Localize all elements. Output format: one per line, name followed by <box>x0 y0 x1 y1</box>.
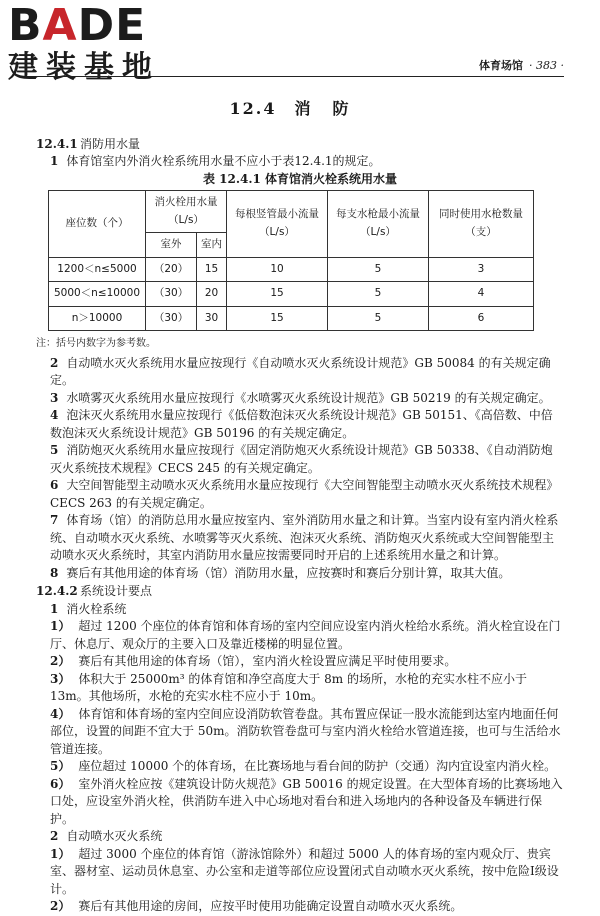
items-group-1 <box>36 355 564 583</box>
header-seats: 座位数（个） <box>49 191 146 258</box>
item-text: 自动喷水灭火系统用水量应按现行《自动喷水灭火系统设计规范》GB 50084 的有关规定确定。 <box>50 355 551 387</box>
item-text: 消防炮灭火系统用水量应按现行《固定消防炮灭火系统设计规范》GB 50338、《自动消防炮灭火系统技术规程》CECS 245 的有关规定确定。 <box>50 443 553 475</box>
cell-indoor: 20 <box>197 282 227 307</box>
cell-seats: 1200＜n≤5000 <box>49 257 146 282</box>
running-header <box>479 57 564 73</box>
items-group-3 <box>36 846 564 916</box>
item-number: 1 <box>50 601 59 616</box>
item-number: 7 <box>50 513 59 527</box>
item-text: 赛后有其他用途的房间，应按平时使用功能确定设置自动喷水灭火系统。 <box>78 899 463 913</box>
logo-subtitle: 建装基地 <box>8 50 160 85</box>
header-riser: 每根竖管最小流量（L/s） <box>227 191 328 258</box>
item-8 <box>36 565 564 583</box>
item-text: 体育场（馆）的消防总用水量应按室内、室外消防用水量之和计算。当室内设有室内消火栓系统、自动喷水灭火系统、水喷雾等灭火系统、泡沫灭火系统、消防炮灭火系统或大空间智能型主动喷水灭火系统时，其室内消防用水量应按需要同时开启的上述系统用水量之和计算。 <box>50 513 559 562</box>
header-hydrant: 消火栓用水量（L/s） <box>146 191 227 233</box>
table-row <box>49 306 534 331</box>
header-simul: 同时使用水枪数量（支） <box>429 191 534 258</box>
item-number: 1 <box>50 154 59 168</box>
cell-gun: 5 <box>328 282 429 307</box>
cell-riser: 15 <box>227 306 328 331</box>
list-item <box>36 671 564 706</box>
page-number: · 383 · <box>529 59 564 72</box>
items-group-2 <box>36 618 564 828</box>
item-number: 1） <box>50 846 71 861</box>
item-text: 座位超过 10000 个的体育场，在比赛场地与看台间的防护（交通）沟内宜设室内消火栓。 <box>78 759 557 773</box>
cell-gun: 5 <box>328 306 429 331</box>
cell-outdoor: （30） <box>146 282 197 307</box>
subsection-hydrant <box>36 601 564 619</box>
item-number: 3） <box>50 671 71 686</box>
item-number: 5 <box>50 443 59 457</box>
cell-indoor: 30 <box>197 306 227 331</box>
cell-seats: n＞10000 <box>49 306 146 331</box>
table-caption: 表 12.4.1 体育馆消火栓系统用水量 <box>202 171 398 186</box>
item-text: 赛后有其他用途的体育场（馆），室内消火栓设置应满足平时使用要求。 <box>78 654 457 668</box>
item-2 <box>36 355 564 390</box>
section-heading: 消防 <box>294 99 371 118</box>
cell-indoor: 15 <box>197 257 227 282</box>
item-number: 2 <box>50 829 59 843</box>
section-number: 12.4 <box>229 99 277 118</box>
item-text: 自动喷水灭火系统 <box>66 829 163 843</box>
clause-number: 12.4.2 <box>36 584 78 598</box>
header-gun: 每支水枪最小流量（L/s） <box>328 191 429 258</box>
clause-number: 12.4.1 <box>36 136 78 151</box>
item-7 <box>36 512 564 565</box>
item-text: 体积大于 25000m³ 的体育馆和净空高度大于 8m 的场所，水枪的充实水柱不应小于 13m。其他场所，水枪的充实水柱不应小于 10m。 <box>50 671 527 703</box>
item-number: 6） <box>50 776 71 791</box>
item-text: 体育馆和体育场的室内空间应设消防软管卷盘。其布置应保证一股水流能到达室内地面任何部位，设置的间距不宜大于 50m。消防软管卷盘可与室内消火栓给水管道连接，也可与生活给水管道连接。 <box>50 706 561 756</box>
item-text: 泡沫灭火系统用水量应按现行《低倍数泡沫灭火系统设计规范》GB 50151、《高倍数、中倍数泡沫灭火系统设计规范》GB 50196 的有关规定确定。 <box>50 408 553 440</box>
clause-label: 消防用水量 <box>80 136 141 151</box>
cell-simul: 4 <box>429 282 534 307</box>
cell-simul: 3 <box>429 257 534 282</box>
table-row <box>49 257 534 282</box>
cell-outdoor: （20） <box>146 257 197 282</box>
list-item <box>36 706 564 759</box>
site-logo <box>8 0 178 86</box>
page-content <box>36 100 564 916</box>
item-6 <box>36 477 564 512</box>
cell-simul: 6 <box>429 306 534 331</box>
item-number: 2） <box>50 654 71 668</box>
list-item <box>36 776 564 829</box>
item-text: 大空间智能型主动喷水灭火系统用水量应按现行《大空间智能型主动喷水灭火系统技术规程》CECS 263 的有关规定确定。 <box>50 478 559 510</box>
item-number: 2 <box>50 355 59 370</box>
item-text: 水喷雾灭火系统用水量应按现行《水喷雾灭火系统设计规范》GB 50219 的有关规定确定。 <box>66 390 551 405</box>
header-section: 体育场馆 <box>479 59 524 72</box>
item-number: 2） <box>50 899 71 913</box>
cell-riser: 15 <box>227 282 328 307</box>
item-number: 1） <box>50 619 71 633</box>
list-item <box>36 898 564 916</box>
item-number: 6 <box>50 478 59 492</box>
item-text: 消火栓系统 <box>66 601 127 616</box>
header-outdoor: 室外 <box>146 233 197 258</box>
header-indoor: 室内 <box>197 233 227 258</box>
subsection-sprinkler <box>36 828 564 846</box>
item-number: 4 <box>50 408 59 422</box>
item-3 <box>36 390 564 408</box>
clause-12-4-1 <box>36 136 564 154</box>
item-number: 3 <box>50 390 59 405</box>
clause-label: 系统设计要点 <box>80 584 153 598</box>
water-table <box>48 190 534 331</box>
cell-outdoor: （30） <box>146 306 197 331</box>
item-1 <box>36 153 564 171</box>
item-number: 5） <box>50 759 71 773</box>
section-title <box>36 100 564 118</box>
list-item <box>36 618 564 653</box>
clause-12-4-2 <box>36 583 564 601</box>
item-text: 超过 1200 个座位的体育馆和体育场的室内空间应设室内消火栓给水系统。消火栓宜设在门厅、休息厅、观众厅的主要入口及靠近楼梯的明显位置。 <box>50 619 561 651</box>
cell-riser: 10 <box>227 257 328 282</box>
item-text: 超过 3000 个座位的体育馆（游泳馆除外）和超过 5000 人的体育场的室内观众厅、贵宾室、器材室、运动员休息室、办公室和走道等部位应设置闭式自动喷水灭火系统，按中危险Ⅰ级设计。 <box>50 846 559 896</box>
table-row <box>49 282 534 307</box>
logo-brand: BADE <box>8 0 147 51</box>
cell-gun: 5 <box>328 257 429 282</box>
item-number: 4） <box>50 706 71 721</box>
item-text: 体育馆室内外消火栓系统用水量不应小于表12.4.1的规定。 <box>66 154 381 168</box>
item-text: 室外消火栓应按《建筑设计防火规范》GB 50016 的规定设置。在大型体育场的比赛场地入口处，应设室外消火栓，供消防车进入中心场地对看台和进入场地内的各种设备及车辆进行保护。 <box>50 776 563 826</box>
table-note: 注：括号内数字为参考数。 <box>36 338 156 349</box>
list-item <box>36 653 564 671</box>
list-item <box>36 846 564 899</box>
item-5 <box>36 442 564 477</box>
item-text: 赛后有其他用途的体育场（馆）消防用水量，应按赛时和赛后分别计算，取其大值。 <box>66 565 511 580</box>
cell-seats: 5000＜n≤10000 <box>49 282 146 307</box>
list-item <box>36 758 564 776</box>
item-4 <box>36 407 564 442</box>
item-number: 8 <box>50 565 59 580</box>
header-divider <box>36 76 564 77</box>
